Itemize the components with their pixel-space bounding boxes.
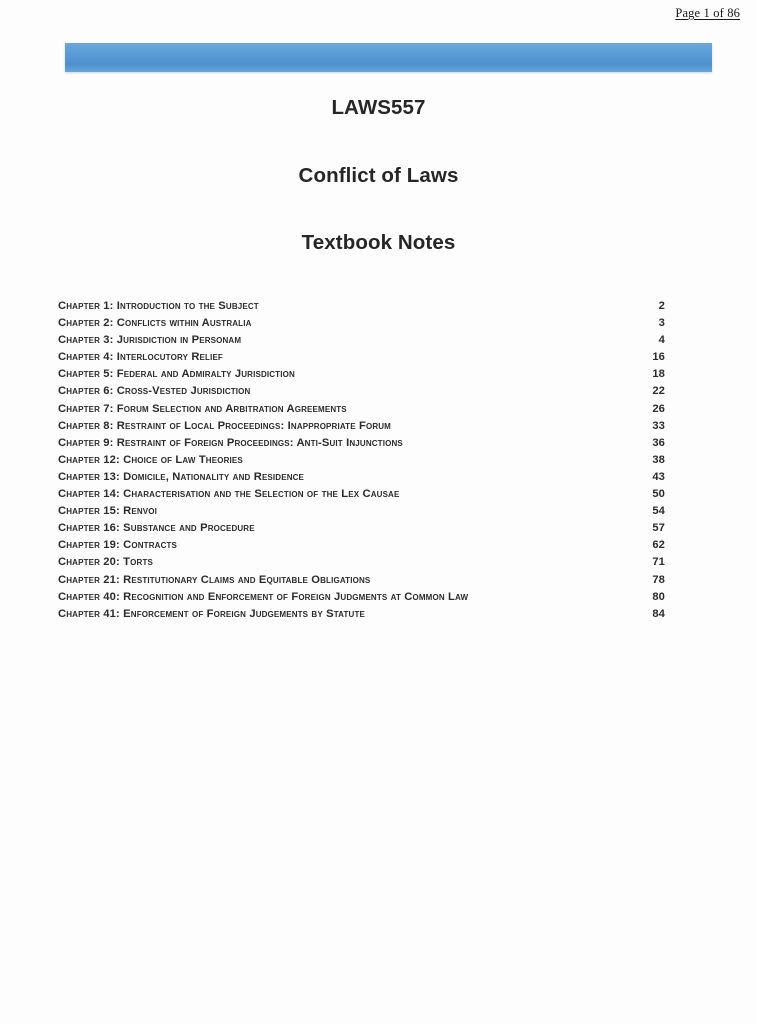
toc-entry[interactable] — [58, 332, 665, 349]
toc-entry-label: Chapter 7: Forum Selection and Arbitration Agreements — [58, 402, 347, 415]
document-type-title: Textbook Notes — [301, 231, 456, 255]
toc-entry-label: Chapter 9: Restraint of Foreign Proceedings: Anti-Suit Injunctions — [58, 436, 403, 449]
toc-entry-label: Chapter 40: Recognition and Enforcement of Foreign Judgments at Common Law — [58, 590, 469, 603]
toc-entry[interactable] — [58, 572, 665, 589]
toc-entry-label: Chapter 12: Choice of Law Theories — [58, 453, 243, 466]
toc-entry-page-number: 33 — [652, 419, 665, 432]
toc-entry-label: Chapter 13: Domicile, Nationality and Residence — [58, 470, 305, 483]
toc-entry[interactable] — [58, 554, 665, 571]
toc-entry[interactable] — [58, 520, 665, 537]
toc-entry[interactable] — [58, 537, 665, 554]
toc-entry-label: Chapter 6: Cross-Vested Jurisdiction — [58, 385, 251, 398]
toc-entry[interactable] — [58, 298, 665, 315]
toc-entry-page-number: 22 — [652, 385, 665, 398]
toc-entry-label: Chapter 2: Conflicts within Australia — [58, 317, 252, 330]
toc-entry-label: Chapter 1: Introduction to the Subject — [58, 300, 259, 312]
toc-entry-page-number: 18 — [652, 368, 665, 381]
toc-entry-label: Chapter 20: Torts — [58, 556, 153, 569]
toc-entry[interactable] — [58, 469, 665, 486]
toc-entry-label: Chapter 3: Jurisdiction in Personam — [58, 334, 242, 347]
toc-entry-label: Chapter 19: Contracts — [58, 539, 178, 552]
toc-entry-page-number: 43 — [652, 470, 665, 483]
toc-entry[interactable] — [58, 315, 665, 332]
toc-entry-label: Chapter 4: Interlocutory Relief — [58, 351, 223, 364]
toc-entry-page-number: 50 — [652, 488, 665, 501]
toc-entry-page-number: 2 — [658, 300, 665, 312]
title-block — [0, 96, 757, 256]
toc-entry[interactable] — [58, 366, 665, 383]
toc-entry-label: Chapter 16: Substance and Procedure — [58, 522, 255, 535]
page-indicator: Page 1 of 86 — [675, 6, 740, 20]
toc-entry[interactable] — [58, 503, 665, 520]
toc-entry-label: Chapter 5: Federal and Admiralty Jurisdiction — [58, 368, 295, 381]
toc-entry-page-number: 38 — [652, 453, 665, 466]
toc-entry-page-number: 16 — [652, 351, 665, 364]
decorative-banner — [65, 43, 712, 72]
toc-entry-label: Chapter 21: Restitutionary Claims and Equitable Obligations — [58, 573, 371, 586]
toc-entry[interactable] — [58, 349, 665, 366]
toc-entry-label: Chapter 15: Renvoi — [58, 505, 158, 518]
subject-title: Conflict of Laws — [298, 163, 459, 187]
toc-entry-page-number: 3 — [658, 317, 665, 330]
toc-entry[interactable] — [58, 401, 665, 418]
toc-entry-page-number: 4 — [658, 334, 665, 347]
toc-entry-label: Chapter 8: Restraint of Local Proceedings: Inappropriate Forum — [58, 419, 391, 432]
course-code-title: LAWS557 — [331, 96, 426, 119]
toc-entry-label: Chapter 41: Enforcement of Foreign Judgements by Statute — [58, 607, 365, 620]
toc-entry[interactable] — [58, 435, 665, 452]
toc-entry-page-number: 26 — [652, 402, 665, 415]
toc-entry-page-number: 54 — [652, 505, 665, 518]
toc-entry[interactable] — [58, 452, 665, 469]
toc-entry-page-number: 78 — [652, 573, 665, 586]
toc-entry-page-number: 71 — [652, 556, 665, 569]
toc-entry-page-number: 62 — [652, 539, 665, 552]
toc-entry-label: Chapter 14: Characterisation and the Selection of the Lex Causae — [58, 488, 400, 501]
toc-entry-page-number: 57 — [652, 522, 665, 535]
toc-entry[interactable] — [58, 486, 665, 503]
toc-entry[interactable] — [58, 383, 665, 400]
toc-entry[interactable] — [58, 606, 665, 623]
table-of-contents — [58, 298, 665, 623]
toc-entry[interactable] — [58, 418, 665, 435]
toc-entry[interactable] — [58, 589, 665, 606]
running-header — [675, 4, 740, 22]
toc-entry-page-number: 36 — [652, 436, 665, 449]
toc-entry-page-number: 80 — [652, 590, 665, 603]
toc-entry-page-number: 84 — [652, 607, 665, 620]
